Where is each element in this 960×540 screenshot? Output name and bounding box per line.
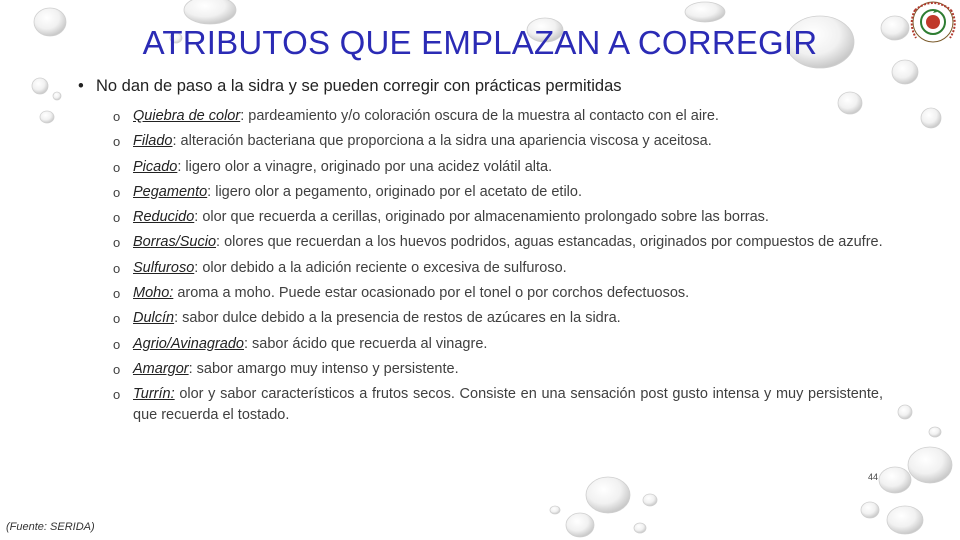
item-term: Quiebra de color [133, 108, 241, 124]
circle-bullet-icon: o [113, 210, 121, 226]
circle-bullet-icon: o [113, 109, 121, 124]
circle-bullet-icon: o [113, 286, 121, 302]
intro-text: No dan de paso a la sidra y se pueden corregir con prácticas permitidas [96, 77, 622, 95]
list-item [113, 232, 883, 253]
item-text: : ligero olor a pegamento, originado por el acetato de etilo. [207, 183, 582, 200]
item-text: : ligero olor a vinagre, originado por una acidez volátil alta. [177, 158, 553, 175]
item-term: Turrín: [133, 386, 175, 403]
list-item [113, 359, 883, 380]
circle-bullet-icon: o [113, 235, 121, 251]
list-item [113, 131, 883, 152]
item-text: : sabor ácido que recuerda al vinagre. [243, 335, 488, 352]
item-term: Borras/Sucio [133, 234, 217, 251]
list-item [113, 258, 883, 279]
list-item [113, 207, 883, 228]
circle-bullet-icon: o [113, 311, 121, 327]
list-item [113, 106, 883, 127]
item-text: olor y sabor característicos a frutos secos. Consiste en una sensación post gusto intensa y muy persistente, que recuerda el tostado. [133, 386, 883, 424]
list-item [113, 157, 883, 178]
item-text: : olor debido a la adición reciente o excesiva de sulfuroso. [194, 259, 567, 276]
item-text: : olores que recuerdan a los huevos podridos, aguas estancadas, originados por compuestos de azufre. [216, 234, 883, 251]
item-term: Pegamento [133, 183, 208, 200]
item-term: Dulcín [133, 310, 175, 327]
bullet-dot-icon: • [78, 77, 84, 95]
page-number: 44 [868, 472, 879, 482]
circle-bullet-icon: o [113, 336, 121, 352]
circle-bullet-icon: o [113, 134, 121, 150]
item-term: Filado [133, 133, 173, 150]
item-term: Sulfuroso [133, 259, 195, 276]
circle-bullet-icon: o [113, 184, 121, 200]
circle-bullet-icon: o [113, 361, 121, 377]
item-text: : pardeamiento y/o coloración oscura de la muestra al contacto con el aire. [240, 108, 719, 124]
item-text: : alteración bacteriana que proporciona a la sidra una apariencia viscosa y aceitosa. [172, 133, 712, 150]
item-term: Moho: [133, 285, 174, 302]
item-term: Picado [133, 158, 178, 175]
list-item [113, 182, 883, 203]
item-text: : olor que recuerda a cerillas, originado por almacenamiento prolongado sobre las borras. [194, 209, 769, 226]
slide-title: ATRIBUTOS QUE EMPLAZAN A CORREGIR [142, 24, 818, 61]
item-term: Agrio/Avinagrado [133, 335, 244, 352]
list-item [113, 384, 883, 426]
item-text: : sabor dulce debido a la presencia de restos de azúcares en la sidra. [174, 310, 621, 327]
circle-bullet-icon: o [113, 159, 121, 175]
attribute-list [113, 106, 883, 431]
item-text: aroma a moho. Puede estar ocasionado por el tonel o por corchos defectuosos. [173, 285, 690, 302]
list-item [113, 334, 883, 355]
item-term: Amargor [133, 360, 189, 377]
circle-bullet-icon: o [113, 260, 121, 276]
list-item [113, 308, 883, 329]
circle-bullet-icon: o [113, 387, 121, 403]
list-item [113, 283, 883, 304]
source-citation: (Fuente: SERIDA) [6, 521, 95, 533]
main-bullet [78, 77, 622, 96]
item-text: : sabor amargo muy intenso y persistente. [188, 360, 459, 377]
item-term: Reducido [133, 209, 195, 226]
